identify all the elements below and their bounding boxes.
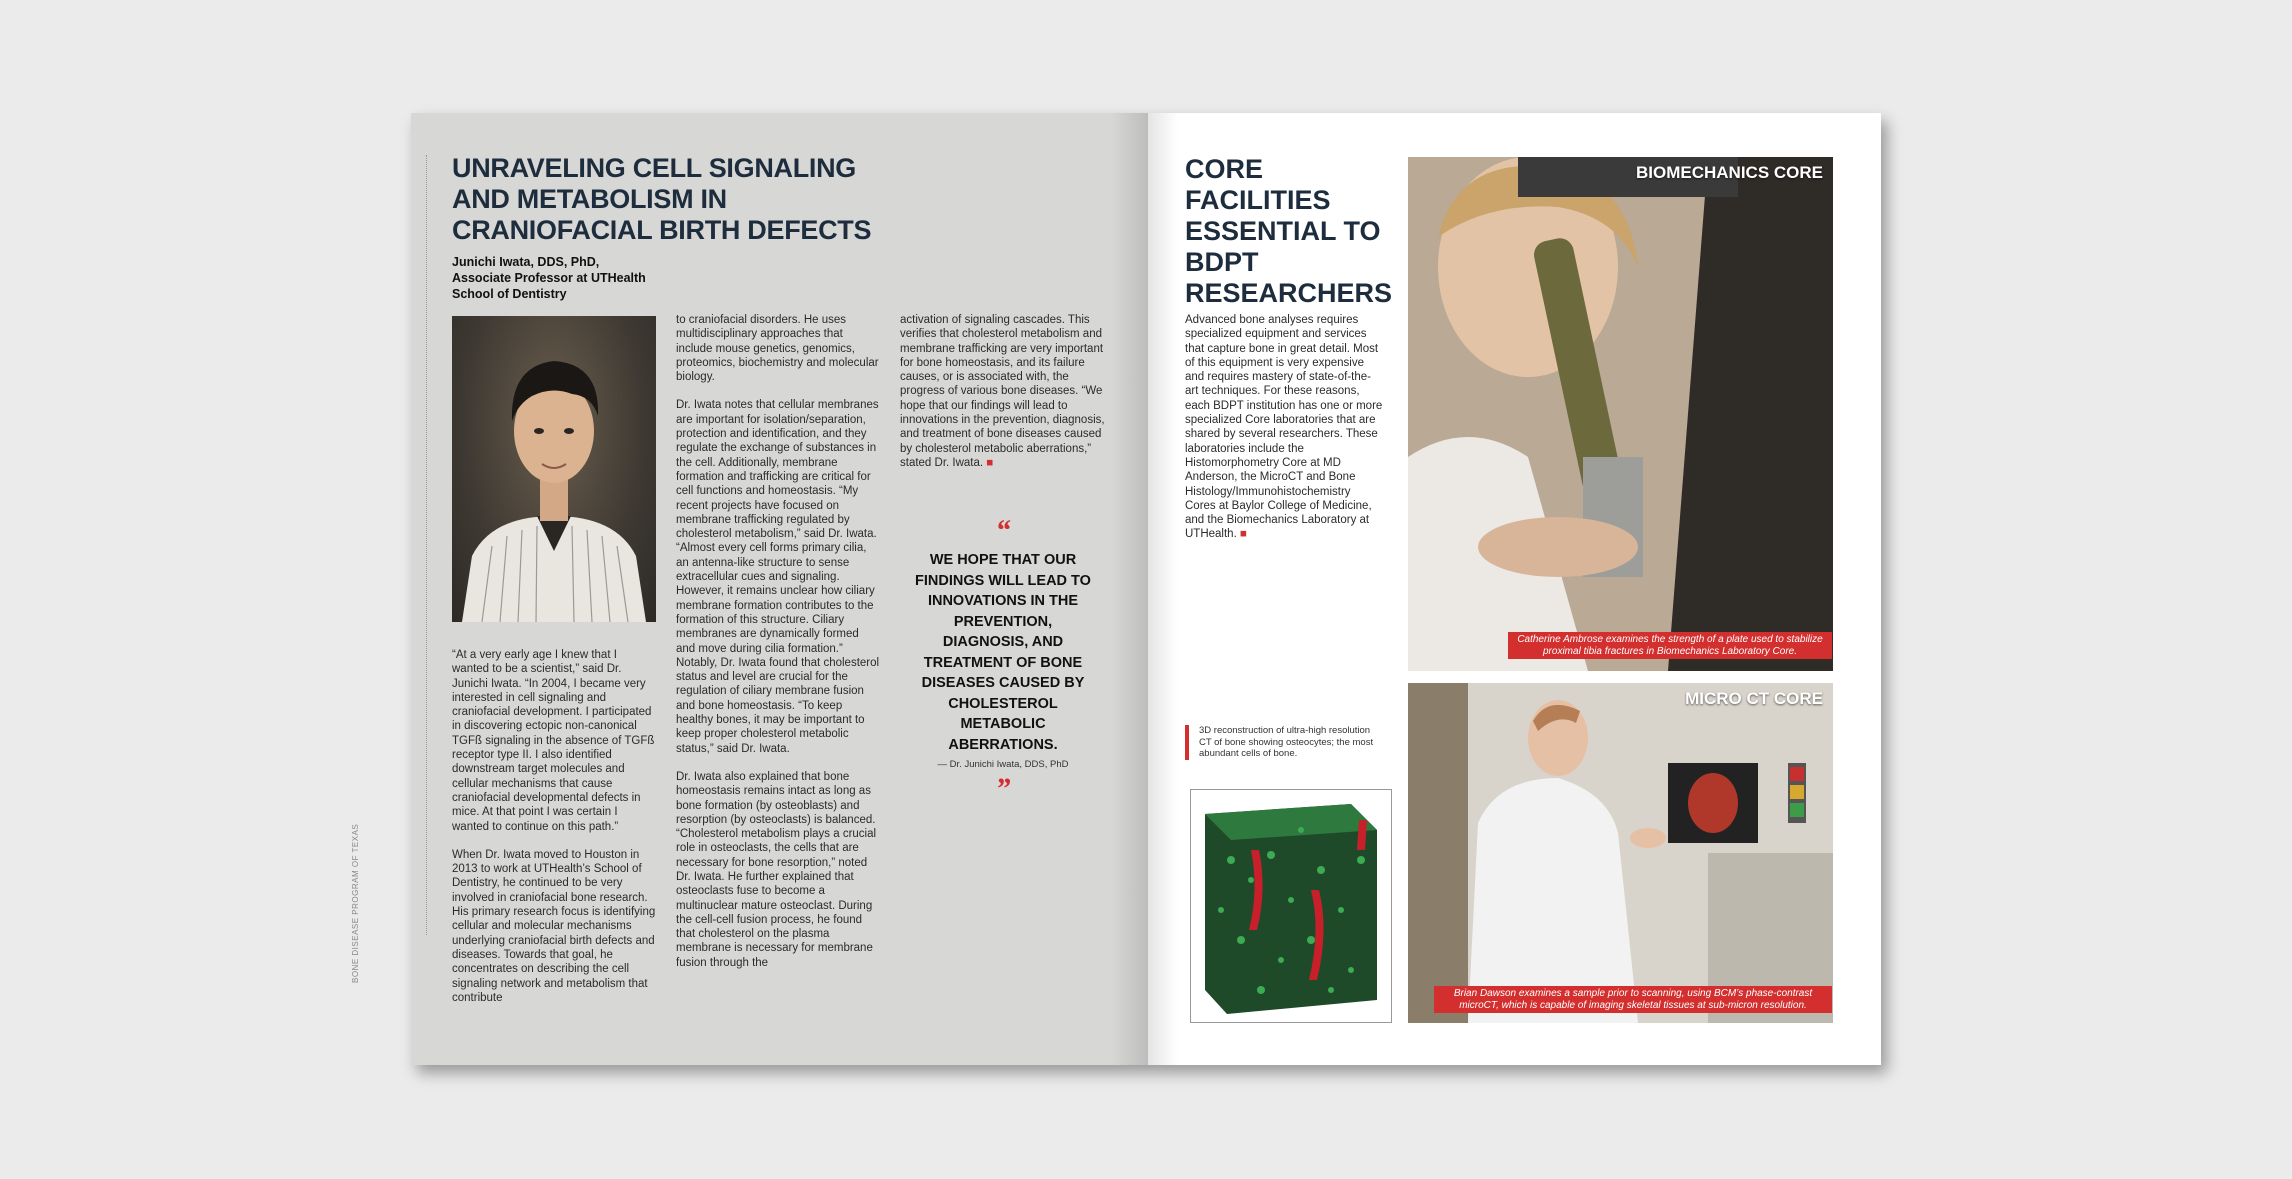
- author-byline: [452, 254, 682, 302]
- column-2: [676, 313, 881, 984]
- author-name: Junichi Iwata, DDS, PhD,: [452, 255, 600, 269]
- quote-open-icon: “: [995, 514, 1011, 547]
- photo-caption: Brian Dawson examines a sample prior to scanning, using BCM’s phase-contrast microCT, which is capable of imaging skeletal tissues at sub-micron resolution.: [1434, 986, 1832, 1013]
- paragraph: [900, 313, 1105, 470]
- section-body: [1185, 313, 1383, 542]
- paragraph: When Dr. Iwata moved to Houston in 2013 to work at UTHealth’s School of Dentistry, he continued to be very involved in craniofacial bone research. His primary research focus is identifying cellular and molecular mechanisms underlying craniofacial birth defects and diseases. Towards that goal, he concentrates on describing the cell signaling network and metabolism that contribute: [452, 848, 656, 1004]
- photo-caption: Catherine Ambrose examines the strength of a plate used to stabilize proximal tibia fractures in Biomechanics Laboratory Core.: [1508, 632, 1832, 659]
- column-1: [452, 648, 657, 1019]
- quote-attribution: — Dr. Junichi Iwata, DDS, PhD: [937, 759, 1069, 770]
- paragraph: Dr. Iwata notes that cellular membranes are important for isolation/separation, protection and identification, and they regulate the exchange of substances in the cell. Additionally, membrane formation and trafficking are critical for cell functions and homeostasis. “My recent projects have focused on membrane trafficking regulated by cholesterol metabolism,” said Dr. Iwata. “Almost every cell forms primary cilia, an antenna-like structure to sense extracellular cues and signaling. However, it remains unclear how ciliary membrane formation contributes to the formation of this structure. Ciliary membranes are dynamically formed and move during cilia formation.” Notably, Dr. Iwata found that cholesterol status and level are crucial for the regulation of ciliary membrane fusion and bone homeostasis. “To keep healthy bones, it may be important to keep proper cholesterol metabolic status,” said Dr. Iwata.: [676, 399, 880, 755]
- left-page: [351, 113, 1148, 1065]
- paragraph: to craniofacial disorders. He uses multidisciplinary approaches that include mouse genetics, genomics, proteomics, biochemistry and molecular biology.: [676, 314, 879, 384]
- end-mark: ■: [986, 456, 994, 469]
- biomechanics-photo: [1408, 157, 1833, 671]
- end-mark: ■: [1239, 528, 1247, 541]
- quote-text: WE HOPE THAT OUR FINDINGS WILL LEAD TO INNOVATIONS IN THE PREVENTION, DIAGNOSIS, AND TREATMENT OF BONE DISEASES CAUSED BY CHOLESTEROL METABOLIC ABERRATIONS.: [915, 552, 1091, 753]
- author-role: Associate Professor at UTHealth: [452, 271, 646, 285]
- quote-close-icon: ”: [995, 772, 1011, 805]
- dotted-rule: [426, 155, 427, 935]
- paragraph: Dr. Iwata also explained that bone homeostasis remains intact as long as bone formation (by osteoblasts) and resorption (by osteoclasts) is balanced. “Cholesterol metabolism plays a crucial role in osteoclasts, the cells that are necessary for bone resorption,” noted Dr. Iwata. He further explained that osteoclasts fuse to become a multinuclear mature osteoclast. During the cell-cell fusion process, he found that cholesterol on the plasma membrane is necessary for membrane fusion through the: [676, 770, 877, 969]
- gutter-shadow: [1111, 113, 1148, 1065]
- pull-quote: [913, 514, 1093, 805]
- section-title: CORE FACILITIES ESSENTIAL TO BDPT RESEARCHERS: [1185, 154, 1393, 308]
- core-label: MICRO CT CORE: [1685, 689, 1823, 708]
- paragraph: [1185, 313, 1383, 542]
- column-3: [900, 313, 1105, 484]
- micro-ct-photo: [1408, 683, 1833, 1023]
- paragraph: “At a very early age I knew that I wanted to be a scientist,” said Dr. Junichi Iwata. “In 2004, I became very interested in cell signaling and craniofacial development. I participated in discovering ectopic non-canonical TGFß signaling in the absence of TGFß receptor type II. I also identified downstream target molecules and cellular mechanisms that cause craniofacial developmental defects in mice. At that point I was certain I wanted to continue on this path.”: [452, 649, 655, 833]
- right-page: [1148, 113, 1881, 1065]
- article-title: UNRAVELING CELL SIGNALING AND METABOLISM IN CRANIOFACIAL BIRTH DEFECTS: [452, 153, 872, 245]
- portrait-photo: [452, 316, 656, 622]
- ct-reconstruction-image: [1190, 789, 1392, 1023]
- author-affiliation: School of Dentistry: [452, 287, 567, 301]
- magazine-spread: [351, 113, 1881, 1065]
- paragraph-text: activation of signaling cascades. This verifies that cholesterol metabolism and membrane trafficking are very important for bone homeostasis, and its failure causes, or is associated with, the progress of various bone diseases. “We hope that our findings will lead to innovations in the prevention, diagnosis, and treatment of bone diseases caused by cholesterol metabolic aberrations,” stated Dr. Iwata.: [900, 314, 1105, 469]
- ct-caption: 3D reconstruction of ultra-high resolution CT of bone showing osteocytes; the most abundant cells of bone.: [1185, 725, 1384, 760]
- paragraph-text: Advanced bone analyses requires specialized equipment and services that capture bone in great detail. Most of this equipment is very expensive and requires mastery of state-of-the-art techniques. For these reasons, each BDPT institution has one or more specialized Core laboratories that are shared by several researchers. These laboratories include the Histomorphometry Core at MD Anderson, the MicroCT and Bone Histology/Immunohistochemistry Cores at Baylor College of Medicine, and the Biomechanics Laboratory at UTHealth.: [1185, 314, 1383, 541]
- running-head: BONE DISEASE PROGRAM OF TEXAS: [351, 823, 360, 983]
- core-label: BIOMECHANICS CORE: [1635, 163, 1823, 182]
- gutter-shadow: [1148, 113, 1178, 1065]
